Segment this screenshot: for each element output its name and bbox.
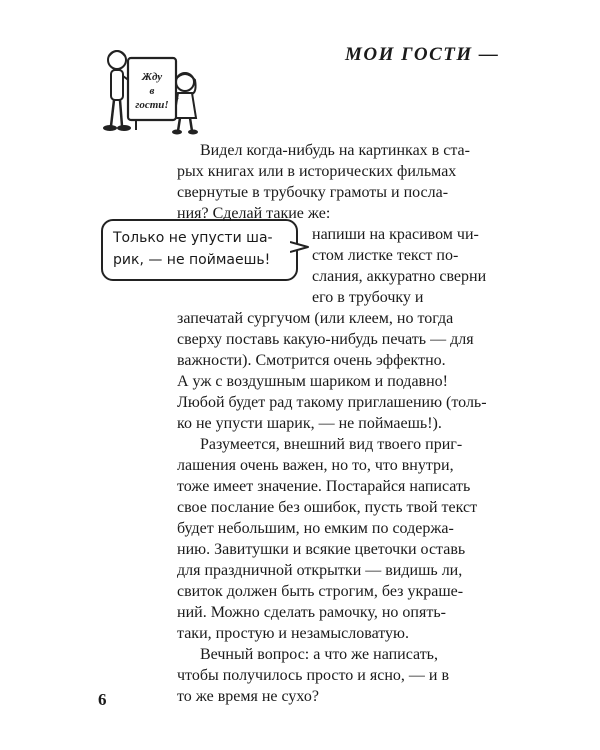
body-line: ко не упусти шарик, — не поймаешь!). (177, 415, 442, 432)
callout-line: Только не упусти ша- (113, 230, 273, 246)
body-line: для праздничной открытки — видишь ли, (177, 562, 463, 579)
body-line: А уж с воздушным шариком и подавно! (177, 373, 448, 390)
body-line: свернутые в трубочку грамоты и посла- (177, 184, 449, 201)
body-line: свое послание без ошибок, пусть твой текст (177, 499, 478, 516)
chapter-title: МОИ ГОСТИ — (345, 44, 500, 65)
body-line: слания, аккуратно сверни (312, 268, 487, 285)
body-line: Разумеется, внешний вид твоего приг- (200, 436, 463, 453)
sign-text-line2: в (149, 85, 155, 97)
body-line: лашения очень важен, но то, что внутри, (177, 457, 454, 474)
sign-text-line3: гости! (135, 99, 169, 111)
body-line: Вечный вопрос: а что же написать, (200, 646, 438, 663)
body-line: свиток должен быть строгим, без украше- (177, 583, 464, 600)
body-line: его в трубочку и (312, 289, 424, 306)
callout-text (113, 227, 288, 271)
page-number: 6 (98, 690, 107, 709)
body-line: чтобы получилось просто и ясно, — и в (177, 667, 449, 684)
body-line: запечатай сургучом (или клеем, но тогда (177, 310, 454, 327)
body-line: стом листке текст по- (312, 247, 459, 264)
sign-text-line1: Жду (141, 71, 163, 83)
body-line: ния? Сделай такие же: (177, 205, 331, 222)
body-line: тоже имеет значение. Постарайся написать (177, 478, 471, 495)
body-line: будет небольшим, но емким по содержа- (177, 520, 454, 537)
body-line: то же время не сухо? (177, 688, 319, 705)
callout-bubble (101, 219, 298, 281)
callout-line: рик, — не поймаешь! (113, 252, 271, 268)
children-with-sign-illustration (100, 38, 200, 136)
body-line: таки, простую и незамысловатую. (177, 625, 409, 642)
body-line: сверху поставь какую-нибудь печать — для (177, 331, 474, 348)
body-line: нию. Завитушки и всякие цветочки оставь (177, 541, 466, 558)
body-line: рых книгах или в исторических фильмах (177, 163, 457, 180)
body-line: важности). Смотрится очень эффектно. (177, 352, 446, 369)
callout-tail (290, 240, 310, 254)
body-line: Любой будет рад такому приглашению (толь- (177, 394, 487, 411)
body-line: напиши на красивом чи- (312, 226, 479, 243)
body-line: Видел когда-нибудь на картинках в ста- (200, 142, 470, 159)
body-line: ний. Можно сделать рамочку, но опять- (177, 604, 446, 621)
